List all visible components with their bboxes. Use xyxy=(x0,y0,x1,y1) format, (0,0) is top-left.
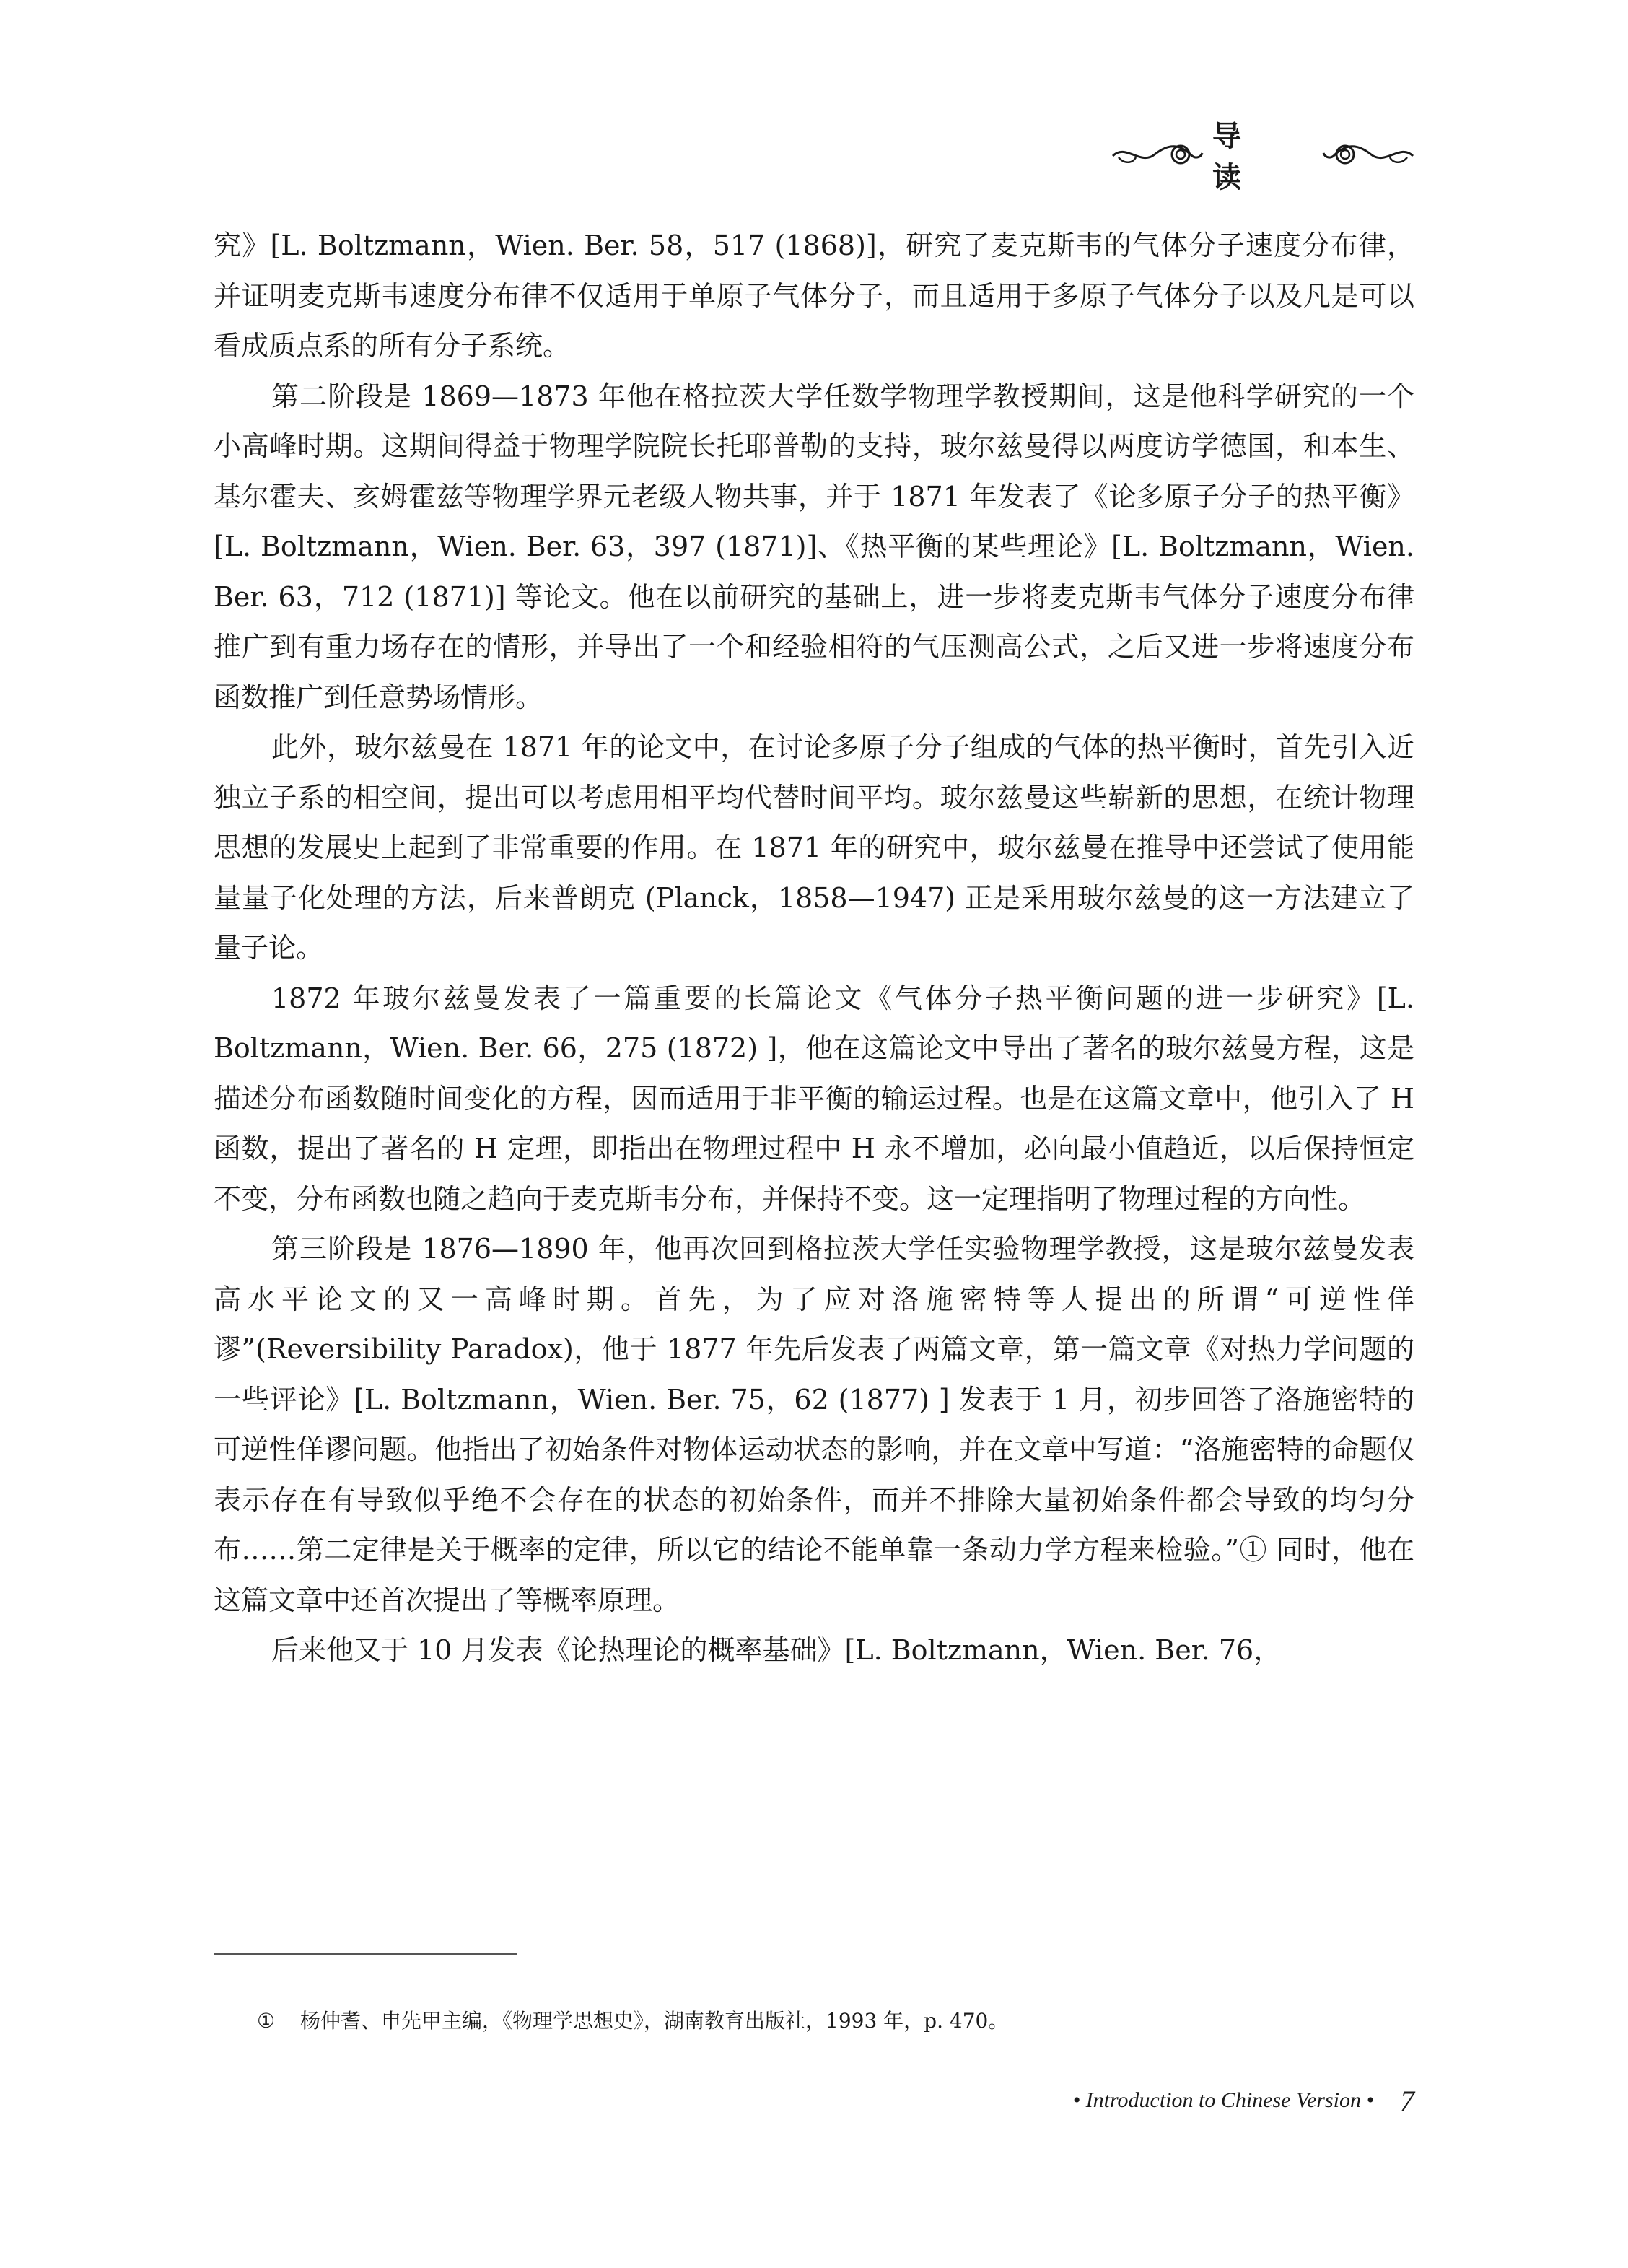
paragraph: 此外，玻尔兹曼在 1871 年的论文中，在讨论多原子分子组成的气体的热平衡时，首先引入近独立子系的相空间，提出可以考虑用相平均代替时间平均。玻尔兹曼这些崭新的思想，在统计物理思想的发展史上起到了非常重要的作用。在 1871 年的研究中，玻尔兹曼在推导中还尝试了使用能量量子化处理的方法，后来普朗克 (Planck，1858—1947) 正是采用玻尔兹曼的这一方法建立了量子论。 xyxy=(214,731,1414,964)
paragraph: 第三阶段是 1876—1890 年，他再次回到格拉茨大学任实验物理学教授，这是玻尔兹曼发表高水平论文的又一高峰时期。首先，为了应对洛施密特等人提出的所谓“可逆性佯谬”(Reversibility Paradox)，他于 1877 年先后发表了两篇文章，第一篇文章《对热力学问题的一些评论》[L. Boltzmann，Wien. Ber. 75，62 (1877) ] 发表于 1 月，初步回答了洛施密特的可逆性佯谬问题。他指出了初始条件对物体运动状态的影响，并在文章中写道：“洛施密特的命题仅表示存在有导致似乎绝不会存在的状态的初始条件，而并不排除大量初始条件都会导致的均匀分布……第二定律是关于概率的定律，所以它的结论不能单靠一条动力学方程来检验。”① 同时，他在这篇文章中还首次提出了等概率原理。 xyxy=(214,1233,1414,1616)
paragraph: 后来他又于 10 月发表《论热理论的概率基础》[L. Boltzmann，Wien. Ber. 76， xyxy=(271,1634,1282,1666)
footnote-rule xyxy=(214,1953,517,1955)
right-flourish-icon xyxy=(1321,140,1414,169)
footnote-text: 杨仲耆、申先甲主编，《物理学思想史》，湖南教育出版社，1993 年，p. 470。 xyxy=(300,2009,1009,2033)
page-footer xyxy=(1010,2079,1414,2122)
body-text xyxy=(214,221,1414,1676)
footnote xyxy=(257,2007,1412,2036)
running-header xyxy=(1111,120,1414,194)
footnote-mark: ① xyxy=(257,2009,276,2033)
left-flourish-icon xyxy=(1111,140,1205,169)
paragraph: 1872 年玻尔兹曼发表了一篇重要的长篇论文《气体分子热平衡问题的进一步研究》[L. Boltzmann，Wien. Ber. 66，275 (1872) ]，他在这篇论文中导出了著名的玻尔兹曼方程，这是描述分布函数随时间变化的方程，因而适用于非平衡的输运过程。也是在这篇文章中，他引入了 H 函数，提出了著名的 H 定理，即指出在物理过程中 H 永不增加，必向最小值趋近，以后保持恒定不变，分布函数也随之趋向于麦克斯韦分布，并保持不变。这一定理指明了物理过程的方向性。 xyxy=(214,982,1414,1215)
series-title: • Introduction to Chinese Version • xyxy=(1072,2088,1374,2112)
paragraph: 究》[L. Boltzmann，Wien. Ber. 58，517 (1868)]，研究了麦克斯韦的气体分子速度分布律，并证明麦克斯韦速度分布律不仅适用于单原子气体分子，而且适用于多原子气体分子以及凡是可以看成质点系的所有分子系统。 xyxy=(214,230,1414,362)
paragraph: 第二阶段是 1869—1873 年他在格拉茨大学任数学物理学教授期间，这是他科学研究的一个小高峰时期。这期间得益于物理学院院长托耶普勒的支持，玻尔兹曼得以两度访学德国，和本生、基尔霍夫、亥姆霍兹等物理学界元老级人物共事，并于 1871 年发表了《论多原子分子的热平衡》[L. Boltzmann，Wien. Ber. 63，397 (1871)]、《热平衡的某些理论》[L. Boltzmann，Wien. Ber. 63，712 (1871)] 等论文。他在以前研究的基础上，进一步将麦克斯韦气体分子速度分布律推广到有重力场存在的情形，并导出了一个和经验相符的气压测高公式，之后又进一步将速度分布函数推广到任意势场情形。 xyxy=(214,380,1414,713)
page-number: 7 xyxy=(1400,2084,1414,2117)
running-header-title: 导 读 xyxy=(1212,120,1263,194)
